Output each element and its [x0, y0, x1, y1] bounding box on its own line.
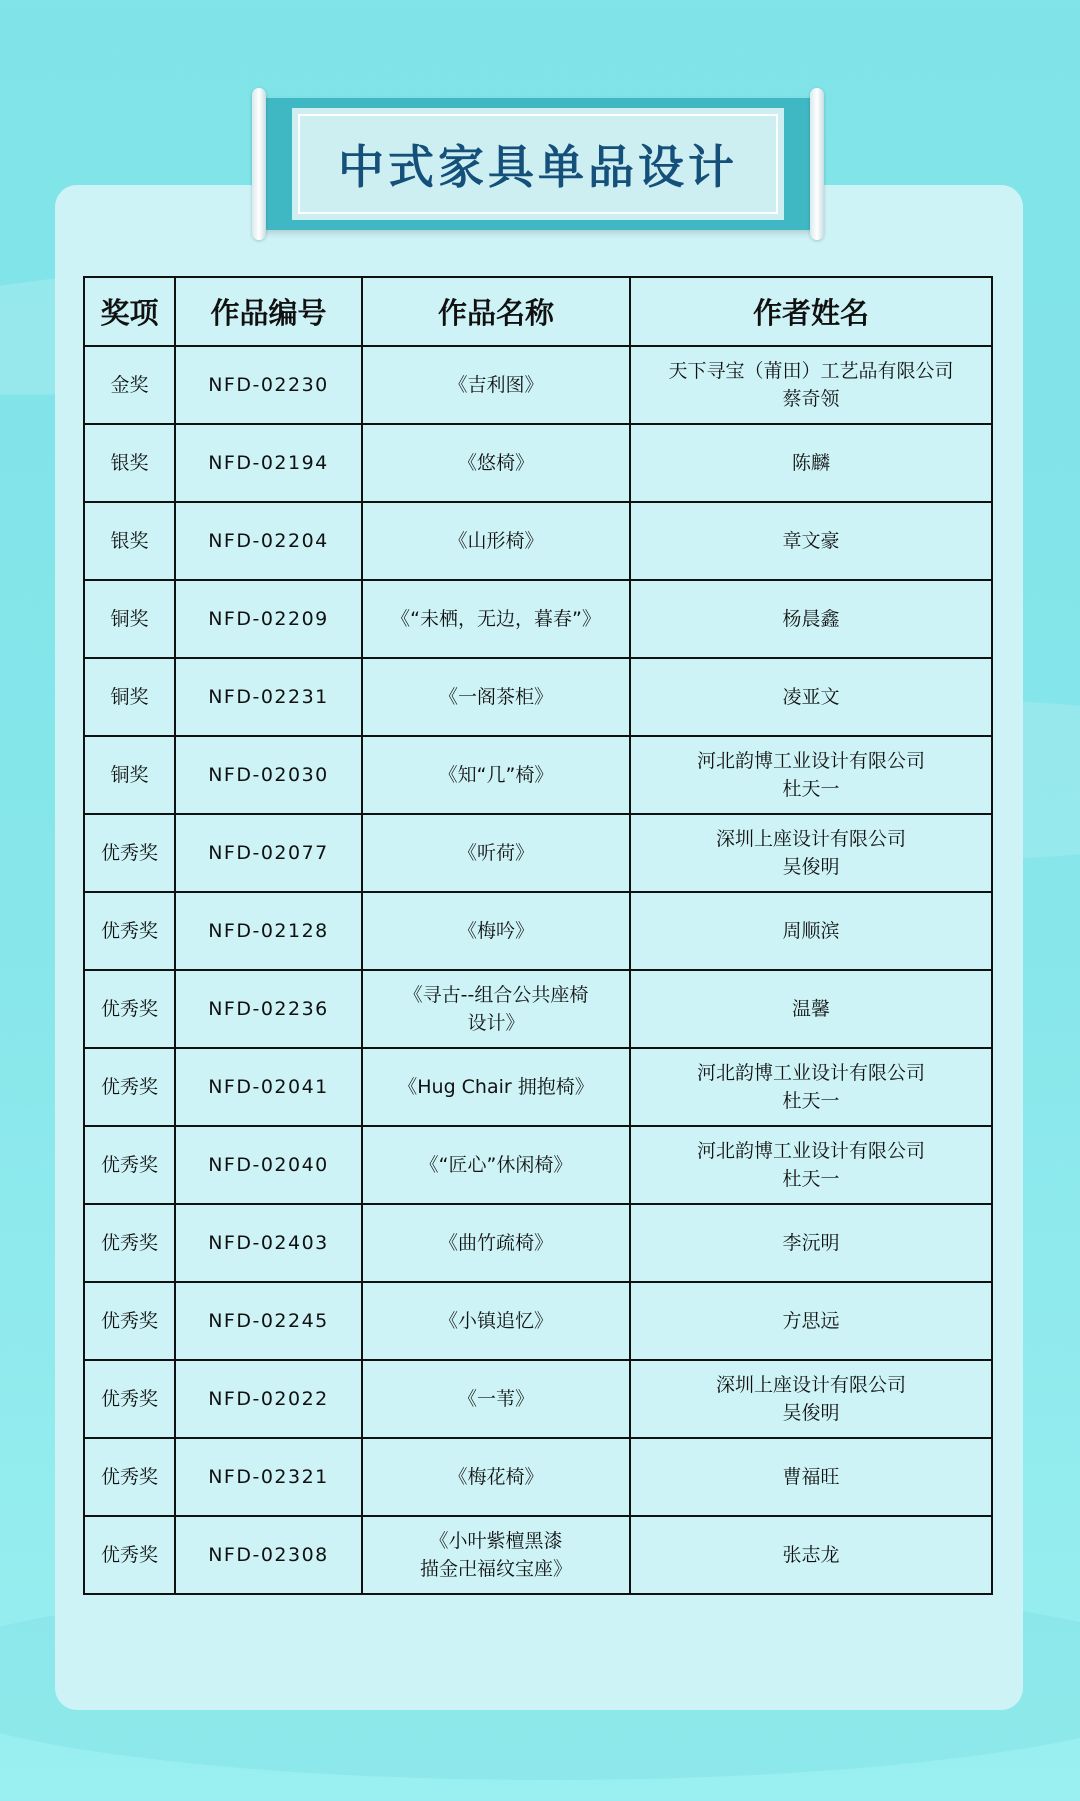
- author-line: 章文豪: [782, 530, 840, 552]
- author-line: 曹福旺: [782, 1466, 840, 1488]
- cell-work: [362, 1282, 630, 1360]
- cell-code: NFD-02321: [175, 1438, 362, 1516]
- cell-code: NFD-02245: [175, 1282, 362, 1360]
- cell-author: [630, 658, 992, 736]
- author-line: 吴俊明: [782, 856, 840, 878]
- author-line: 天下寻宝（莆田）工艺品有限公司: [668, 360, 954, 382]
- cell-award: 优秀奖: [84, 1438, 175, 1516]
- cell-code: NFD-02077: [175, 814, 362, 892]
- cell-work: [362, 736, 630, 814]
- cell-code: NFD-02041: [175, 1048, 362, 1126]
- table-row: [84, 580, 992, 658]
- cell-code: NFD-02236: [175, 970, 362, 1048]
- author-line: 深圳上座设计有限公司: [715, 1374, 906, 1396]
- work-line: 《梅吟》: [457, 920, 534, 942]
- cell-award: 银奖: [84, 502, 175, 580]
- header-work: 作品名称: [362, 277, 630, 346]
- cell-award: 优秀奖: [84, 1204, 175, 1282]
- cell-author: [630, 1360, 992, 1438]
- cell-author: [630, 346, 992, 424]
- work-line: 《吉利图》: [448, 374, 544, 396]
- author-line: 杜天一: [782, 778, 840, 800]
- cell-author: [630, 1516, 992, 1594]
- cell-author: [630, 1438, 992, 1516]
- table-row: [84, 1204, 992, 1282]
- cell-author: [630, 814, 992, 892]
- cell-author: [630, 1282, 992, 1360]
- table-row: [84, 1126, 992, 1204]
- cell-work: [362, 892, 630, 970]
- author-line: 张志龙: [782, 1544, 840, 1566]
- cell-author: [630, 892, 992, 970]
- header-award: 奖项: [84, 277, 175, 346]
- table-row: [84, 346, 992, 424]
- table-header-row: [84, 277, 992, 346]
- cell-code: NFD-02231: [175, 658, 362, 736]
- cell-work: [362, 1360, 630, 1438]
- cell-code: NFD-02194: [175, 424, 362, 502]
- table-body: [84, 346, 992, 1594]
- cell-code: NFD-02030: [175, 736, 362, 814]
- cell-work: [362, 1048, 630, 1126]
- cell-code: NFD-02128: [175, 892, 362, 970]
- work-line: 《“未栖，无边，暮春”》: [391, 608, 601, 630]
- cell-award: 优秀奖: [84, 1282, 175, 1360]
- cell-award: 银奖: [84, 424, 175, 502]
- cell-code: NFD-02230: [175, 346, 362, 424]
- cell-work: [362, 1438, 630, 1516]
- cell-work: [362, 502, 630, 580]
- table-row: [84, 658, 992, 736]
- work-line: 设计》: [467, 1012, 525, 1034]
- cell-author: [630, 502, 992, 580]
- table-row: [84, 502, 992, 580]
- work-line: 《悠椅》: [457, 452, 534, 474]
- awards-table: [83, 276, 993, 1595]
- cell-award: 优秀奖: [84, 1048, 175, 1126]
- author-line: 陈麟: [791, 452, 830, 474]
- work-line: 《寻古--组合公共座椅: [403, 984, 589, 1006]
- cell-award: 优秀奖: [84, 814, 175, 892]
- work-line: 描金卍福纹宝座》: [419, 1558, 572, 1580]
- page-title: 中式家具单品设计: [338, 140, 738, 194]
- work-line: 《山形椅》: [448, 530, 544, 552]
- work-line: 《曲竹疏椅》: [438, 1232, 553, 1254]
- cell-code: NFD-02403: [175, 1204, 362, 1282]
- work-line: 《“匠心”休闲椅》: [419, 1154, 573, 1176]
- author-line: 吴俊明: [782, 1402, 840, 1424]
- table-row: [84, 1048, 992, 1126]
- title-banner: [248, 88, 828, 240]
- cell-award: 优秀奖: [84, 1360, 175, 1438]
- cell-work: [362, 580, 630, 658]
- cell-author: [630, 736, 992, 814]
- author-line: 杨晨鑫: [782, 608, 840, 630]
- author-line: 方思远: [782, 1310, 840, 1332]
- table-row: [84, 1360, 992, 1438]
- author-line: 河北韵博工业设计有限公司: [696, 1140, 925, 1162]
- cell-award: 优秀奖: [84, 1516, 175, 1594]
- cell-author: [630, 970, 992, 1048]
- cell-work: [362, 814, 630, 892]
- author-line: 周顺滨: [782, 920, 840, 942]
- table-row: [84, 970, 992, 1048]
- author-line: 河北韵博工业设计有限公司: [696, 750, 925, 772]
- cell-work: [362, 1126, 630, 1204]
- cell-award: 优秀奖: [84, 970, 175, 1048]
- cell-author: [630, 424, 992, 502]
- author-line: 河北韵博工业设计有限公司: [696, 1062, 925, 1084]
- cell-code: NFD-02308: [175, 1516, 362, 1594]
- header-code: 作品编号: [175, 277, 362, 346]
- cell-work: [362, 658, 630, 736]
- author-line: 蔡奇领: [782, 388, 840, 410]
- cell-work: [362, 1516, 630, 1594]
- work-line: 《知“几”椅》: [438, 764, 554, 786]
- table-row: [84, 892, 992, 970]
- work-line: 《听荷》: [457, 842, 534, 864]
- cell-code: NFD-02040: [175, 1126, 362, 1204]
- work-line: 《梅花椅》: [448, 1466, 544, 1488]
- author-line: 深圳上座设计有限公司: [715, 828, 906, 850]
- cell-work: [362, 424, 630, 502]
- work-line: 《一苇》: [457, 1388, 534, 1410]
- work-line: 《Hug Chair 拥抱椅》: [398, 1076, 594, 1098]
- work-line: 《小镇追忆》: [438, 1310, 553, 1332]
- table-row: [84, 1282, 992, 1360]
- cell-author: [630, 1126, 992, 1204]
- work-line: 《小叶紫檀黑漆: [429, 1530, 563, 1552]
- author-line: 温馨: [791, 998, 830, 1020]
- cell-award: 铜奖: [84, 736, 175, 814]
- table-row: [84, 814, 992, 892]
- table-row: [84, 1438, 992, 1516]
- cell-work: [362, 970, 630, 1048]
- cell-award: 铜奖: [84, 580, 175, 658]
- author-line: 李沅明: [782, 1232, 840, 1254]
- table-row: [84, 736, 992, 814]
- cell-code: NFD-02209: [175, 580, 362, 658]
- cell-award: 金奖: [84, 346, 175, 424]
- cell-code: NFD-02204: [175, 502, 362, 580]
- cell-author: [630, 580, 992, 658]
- author-line: 杜天一: [782, 1168, 840, 1190]
- cell-award: 优秀奖: [84, 1126, 175, 1204]
- work-line: 《一阁茶柜》: [438, 686, 553, 708]
- cell-author: [630, 1048, 992, 1126]
- author-line: 凌亚文: [782, 686, 840, 708]
- cell-award: 铜奖: [84, 658, 175, 736]
- table-row: [84, 424, 992, 502]
- author-line: 杜天一: [782, 1090, 840, 1112]
- cell-award: 优秀奖: [84, 892, 175, 970]
- cell-code: NFD-02022: [175, 1360, 362, 1438]
- table-row: [84, 1516, 992, 1594]
- header-author: 作者姓名: [630, 277, 992, 346]
- cell-work: [362, 1204, 630, 1282]
- cell-author: [630, 1204, 992, 1282]
- cell-work: [362, 346, 630, 424]
